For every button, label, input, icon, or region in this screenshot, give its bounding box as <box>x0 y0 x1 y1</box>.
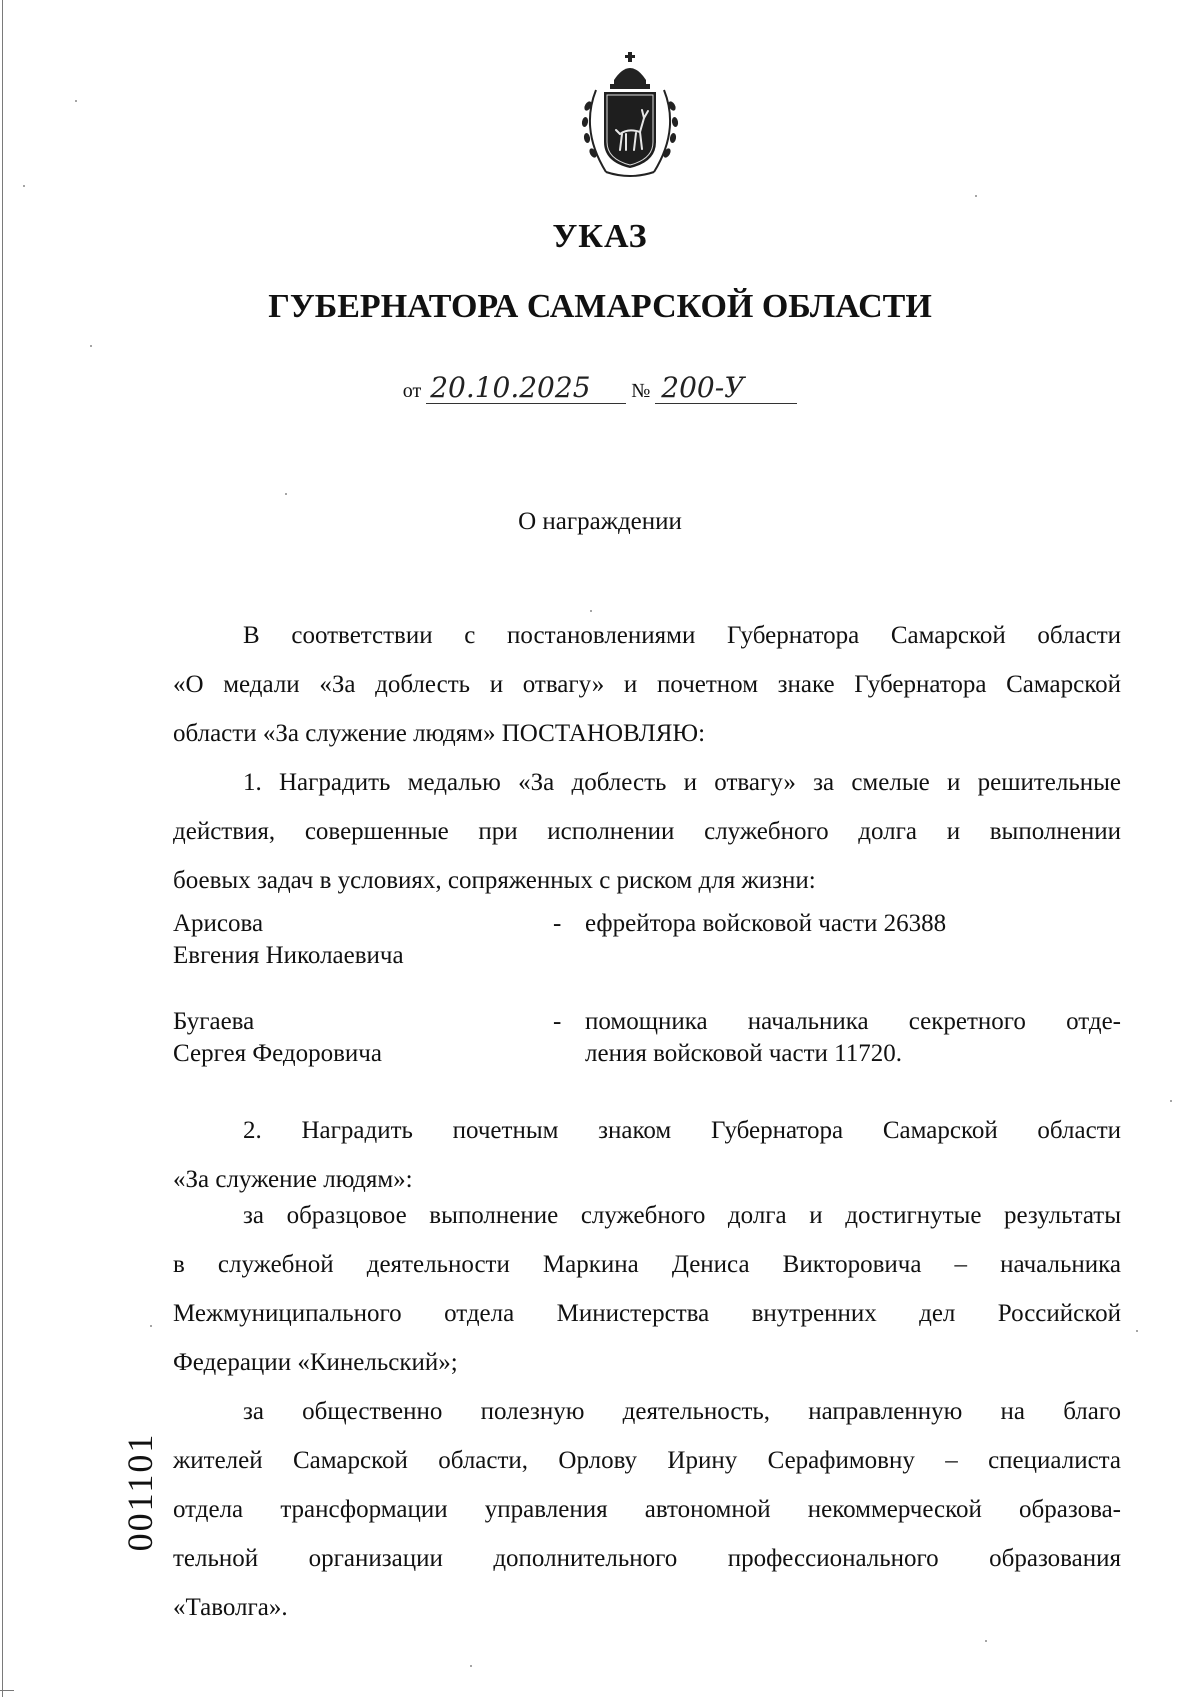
handwritten-date: 20.10.2025 <box>426 373 626 404</box>
item-1-paragraph <box>173 758 1121 905</box>
award-reason-paragraph <box>173 1191 1121 1387</box>
text-line: тельной организации дополнительного профессионального образования <box>173 1545 1121 1572</box>
role-line: ления войсковой части 11720. <box>585 1040 902 1067</box>
awardee-name <box>173 1006 382 1070</box>
scan-speck <box>23 185 25 187</box>
text-line: действия, совершенные при исполнении служебного долга и выполнении <box>173 818 1121 845</box>
text-line: отдела трансформации управления автономной некоммерческой образова- <box>173 1496 1121 1523</box>
serial-number: 001101 <box>120 1432 160 1552</box>
document-title: УКАЗ <box>552 218 648 255</box>
text-line: боевых задач в условиях, сопряженных с риском для жизни: <box>173 867 816 894</box>
text-line: за общественно полезную деятельность, направленную на благо <box>243 1398 1121 1425</box>
text-line: 2. Наградить почетным знаком Губернатора Самарской области <box>243 1117 1121 1144</box>
awardee-given-name: Сергея Федоровича <box>173 1040 382 1067</box>
scan-speck <box>1136 1330 1138 1332</box>
date-number-line <box>0 373 1200 404</box>
text-line: жителей Самарской области, Орлову Ирину Серафимовну – специалиста <box>173 1447 1121 1474</box>
number-label: № <box>631 380 651 402</box>
text-line: области «За служение людям» ПОСТАНОВЛЯЮ: <box>173 720 706 747</box>
preamble-paragraph <box>173 611 1121 758</box>
awardee-name <box>173 908 404 972</box>
scan-speck <box>150 1325 152 1327</box>
scan-speck <box>975 195 977 197</box>
text-line: В соответствии с постановлениями Губернатора Самарской области <box>243 622 1121 649</box>
page-corner-mark <box>0 1690 14 1691</box>
text-line: «За служение людям»: <box>173 1166 413 1193</box>
handwritten-number: 200-У <box>655 373 797 404</box>
text-line: в служебной деятельности Маркина Дениса Викторовича – начальника <box>173 1251 1121 1278</box>
item-2-paragraph <box>173 1106 1121 1204</box>
scan-speck <box>75 100 77 102</box>
awardee-dash: - <box>553 1008 562 1035</box>
awardee-role <box>585 1006 1121 1070</box>
coat-of-arms-icon <box>576 50 684 182</box>
text-line: Межмуниципального отдела Министерства внутренних дел Российской <box>173 1300 1121 1327</box>
role-line: помощника начальника секретного отде- <box>585 1008 1121 1035</box>
scan-speck <box>1170 1100 1172 1102</box>
scan-speck <box>285 493 287 495</box>
text-line: «Таволга». <box>173 1594 288 1621</box>
awardee-dash: - <box>553 910 562 937</box>
text-line: «О медали «За доблесть и отвагу» и почетном знаке Губернатора Самарской <box>173 671 1121 698</box>
award-reason-paragraph <box>173 1387 1121 1632</box>
scan-speck <box>985 1640 987 1642</box>
document-subtitle: ГУБЕРНАТОРА САМАРСКОЙ ОБЛАСТИ <box>268 288 932 325</box>
scan-speck <box>90 345 92 347</box>
text-line: Федерации «Кинельский»; <box>173 1349 458 1376</box>
awardee-surname: Арисова <box>173 910 264 937</box>
awardee-given-name: Евгения Николаевича <box>173 942 404 969</box>
from-label: от <box>402 380 422 402</box>
awardee-surname: Бугаева <box>173 1008 255 1035</box>
scan-speck <box>470 1665 472 1667</box>
awardee-role <box>585 908 1121 940</box>
text-line: 1. Наградить медалью «За доблесть и отвагу» за смелые и решительные <box>243 769 1121 796</box>
decree-subject: О награждении <box>518 508 682 535</box>
text-line: за образцовое выполнение служебного долга и достигнутые результаты <box>243 1202 1121 1229</box>
scan-speck <box>590 610 592 612</box>
role-line: ефрейтора войсковой части 26388 <box>585 910 947 937</box>
